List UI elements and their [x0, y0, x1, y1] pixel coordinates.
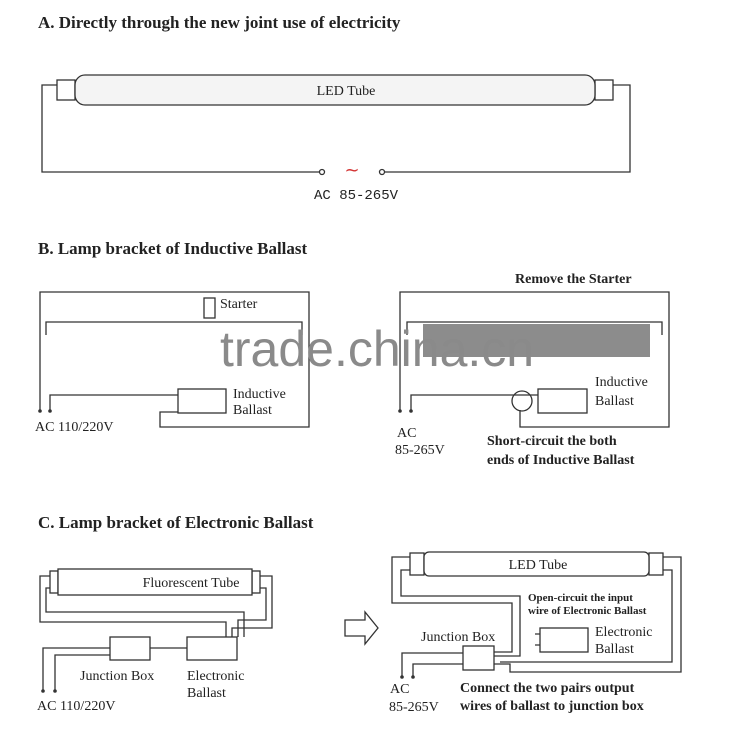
starter-icon — [204, 298, 215, 318]
arrow-right-icon — [345, 612, 378, 644]
ac-label: AC 110/220V — [37, 699, 116, 714]
ballast-label: Electronic — [187, 669, 245, 684]
electronic-ballast-box — [540, 628, 588, 652]
junction-box — [463, 646, 494, 670]
open-circuit-note: Open-circuit the input — [528, 592, 633, 604]
tube-label: Fluorescent Tube — [142, 576, 240, 591]
note: wires of ballast to junction box — [460, 699, 644, 714]
electronic-ballast-modified — [389, 552, 681, 715]
ballast-label: Ballast — [187, 686, 226, 701]
watermark: trade.china.cn — [220, 321, 535, 377]
section-a — [38, 13, 630, 204]
section-c — [37, 513, 681, 715]
junction-label: Junction Box — [421, 630, 496, 645]
tube-label: LED Tube — [316, 84, 376, 99]
note: Connect the two pairs output — [460, 681, 635, 696]
note: ends of Inductive Ballast — [487, 453, 635, 468]
ac-label: AC 110/220V — [35, 420, 114, 435]
section-c-title: C. Lamp bracket of Electronic Ballast — [38, 513, 314, 532]
ballast-label: Ballast — [595, 642, 634, 657]
ballast-label: Ballast — [595, 394, 634, 409]
ac-label: 85-265V — [395, 443, 445, 458]
electronic-ballast-box — [187, 637, 237, 660]
ac-label: AC 85-265V — [314, 188, 399, 204]
junction-label: Junction Box — [80, 669, 155, 684]
ac-label: AC — [390, 682, 410, 697]
terminal — [380, 170, 385, 175]
ballast-box — [178, 389, 226, 413]
junction-box — [110, 637, 150, 660]
starter-label: Starter — [220, 297, 258, 312]
tube-label: LED Tube — [508, 558, 568, 573]
short-circuit-loop — [512, 391, 532, 411]
ballast-label: Ballast — [233, 403, 272, 418]
ac-label: AC — [397, 426, 417, 441]
ac-symbol: ~ — [344, 160, 360, 181]
led-tube-a — [57, 75, 613, 105]
terminal — [320, 170, 325, 175]
note: Short-circuit the both — [487, 434, 617, 449]
remove-starter-label: Remove the Starter — [515, 272, 632, 287]
section-b — [35, 239, 669, 468]
electronic-ballast-original — [37, 569, 272, 714]
section-b-title: B. Lamp bracket of Inductive Ballast — [38, 239, 308, 258]
ballast-label: Electronic — [595, 625, 653, 640]
section-a-title: A. Directly through the new joint use of electricity — [38, 13, 401, 32]
ballast-box — [538, 389, 587, 413]
ac-label: 85-265V — [389, 700, 439, 715]
open-circuit-note: wire of Electronic Ballast — [528, 605, 647, 617]
ballast-label: Inductive — [233, 387, 286, 402]
ballast-label: Inductive — [595, 375, 648, 390]
